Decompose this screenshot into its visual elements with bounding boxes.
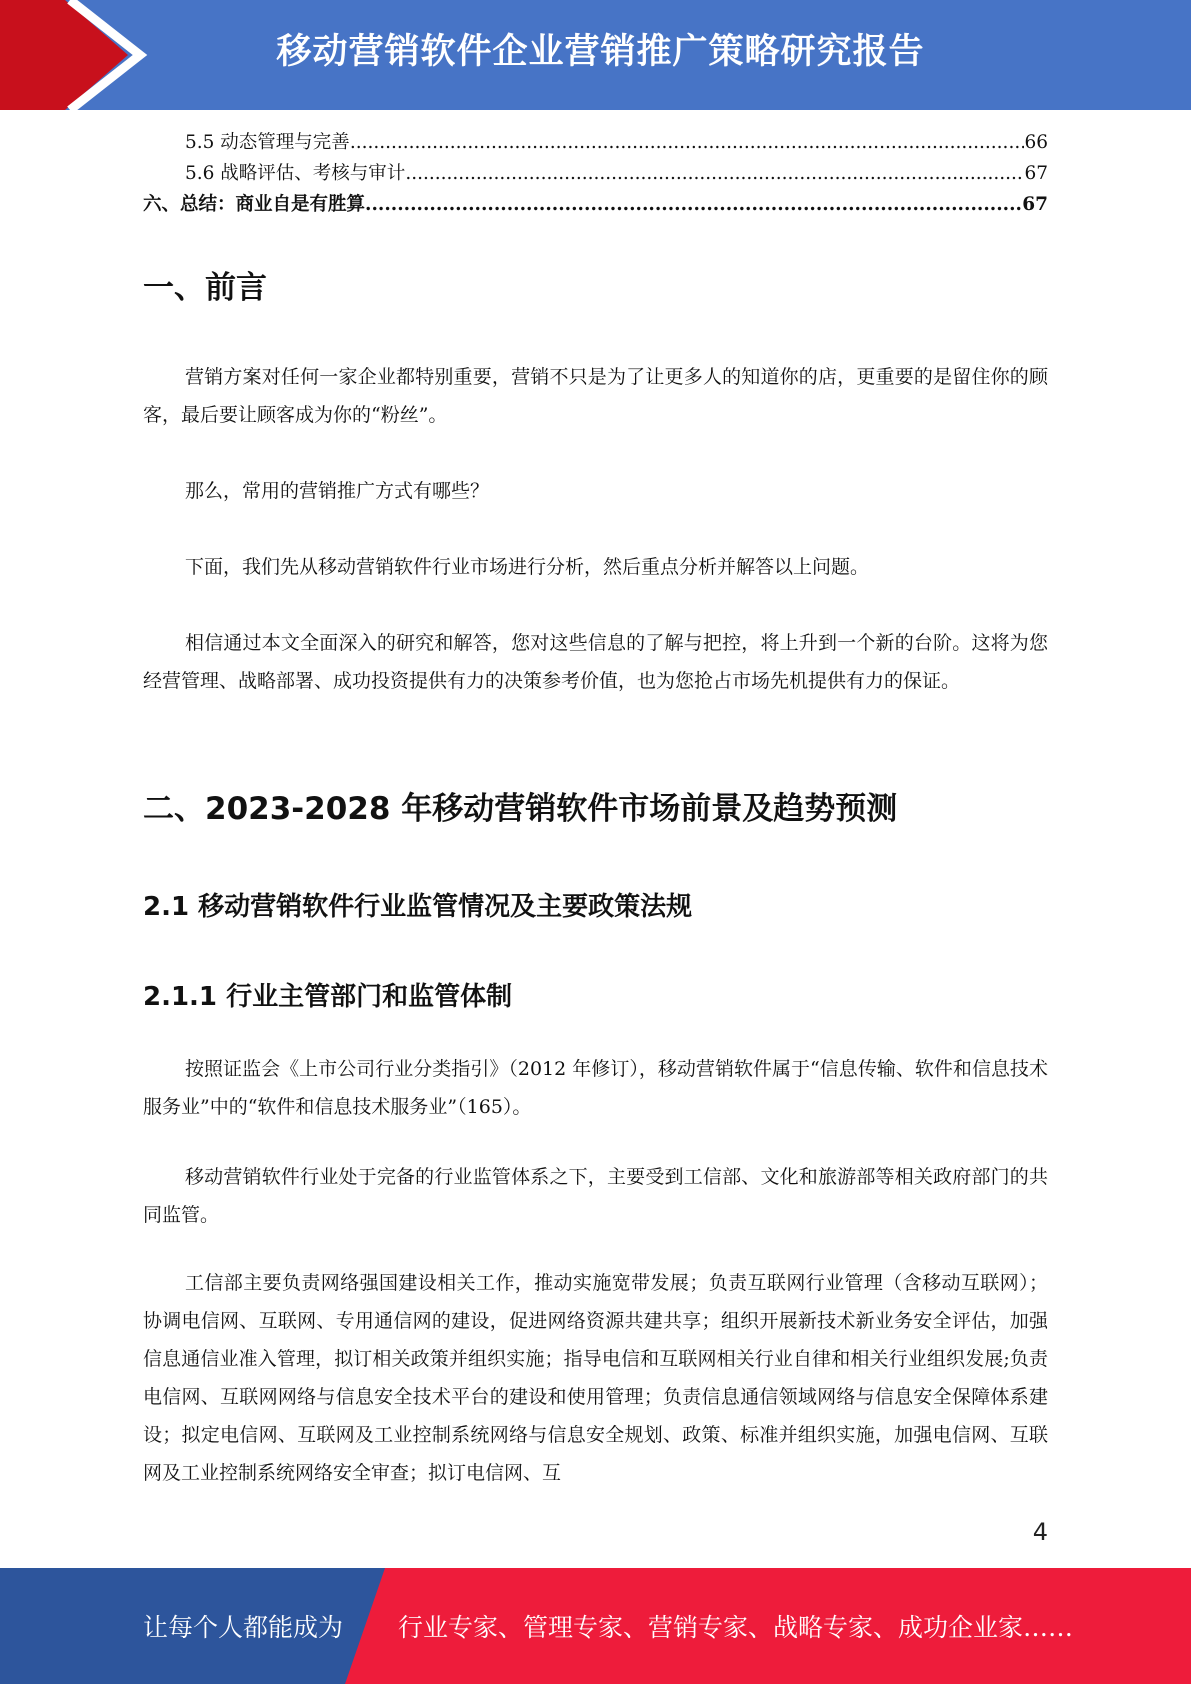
toc-entry[interactable] bbox=[143, 159, 1048, 189]
chapter-heading: 二、2023-2028 年移动营销软件市场前景及趋势预测 bbox=[143, 791, 898, 827]
toc-entry-page: 67 bbox=[1022, 194, 1048, 215]
toc-entry-page: 66 bbox=[1024, 132, 1048, 153]
paragraph: 下面，我们先从移动营销软件行业市场进行分析，然后重点分析并解答以上问题。 bbox=[185, 556, 870, 578]
toc-entry-title: 六、总结：商业自是有胜算 bbox=[143, 194, 366, 215]
page-header bbox=[0, 0, 1191, 110]
paragraph: 工信部主要负责网络强国建设相关工作，推动实施宽带发展；负责互联网行业管理（含移动互联网）；协调电信网、互联网、专用通信网的建设，促进网络资源共建共享；组织开展新技术新业务安全评估，加强信息通信业准入管理，拟订相关政策并组织实施；指导电信和互联网相关行业自律和相关行业组织发展;负责电信网、互联网网络与信息安全技术平台的建设和使用管理；负责信息通信领域网络与信息安全保障体系建设；拟定电信网、互联网及工业控制系统网络与信息安全规划、政策、标准并组织实施，加强电信网、互联网及工业控制系统网络安全审查；拟订电信网、互 bbox=[143, 1272, 1048, 1484]
page-footer bbox=[0, 1568, 1191, 1684]
footer-slogan-right: 行业专家、管理专家、营销专家、战略专家、成功企业家…… bbox=[398, 1613, 1074, 1642]
subsection-heading: 2.1.1 行业主管部门和监管体制 bbox=[143, 982, 513, 1012]
toc-entry-title: 5.5 动态管理与完善 bbox=[185, 132, 350, 153]
toc-entry[interactable] bbox=[143, 128, 1048, 158]
toc-leader-dots bbox=[405, 163, 1024, 184]
page-number: 4 bbox=[1032, 1518, 1048, 1546]
toc-leader-dots bbox=[365, 194, 1022, 215]
paragraph: 营销方案对任何一家企业都特别重要，营销不只是为了让更多人的知道你的店，更重要的是留住你的顾客，最后要让顾客成为你的“粉丝”。 bbox=[143, 366, 1048, 426]
section-heading: 2.1 移动营销软件行业监管情况及主要政策法规 bbox=[143, 892, 693, 922]
toc-entry-page: 67 bbox=[1024, 163, 1048, 184]
report-title: 移动营销软件企业营销推广策略研究报告 bbox=[276, 32, 925, 72]
paragraph: 那么，常用的营销推广方式有哪些？ bbox=[185, 480, 490, 502]
toc-entry[interactable] bbox=[143, 190, 1048, 220]
toc-entry-title: 5.6 战略评估、考核与审计 bbox=[185, 163, 406, 184]
toc-leader-dots bbox=[350, 132, 1025, 153]
section-heading-preface: 一、前言 bbox=[143, 270, 267, 306]
paragraph: 按照证监会《上市公司行业分类指引》（2012 年修订），移动营销软件属于“信息传输、软件和信息技术服务业”中的“软件和信息技术服务业”（165）。 bbox=[143, 1058, 1048, 1118]
paragraph: 移动营销软件行业处于完备的行业监管体系之下，主要受到工信部、文化和旅游部等相关政府部门的共同监管。 bbox=[143, 1166, 1048, 1226]
paragraph: 相信通过本文全面深入的研究和解答，您对这些信息的了解与把控，将上升到一个新的台阶。这将为您经营管理、战略部署、成功投资提供有力的决策参考价值，也为您抢占市场先机提供有力的保证。 bbox=[143, 632, 1048, 692]
footer-slogan-left: 让每个人都能成为 bbox=[143, 1613, 344, 1642]
